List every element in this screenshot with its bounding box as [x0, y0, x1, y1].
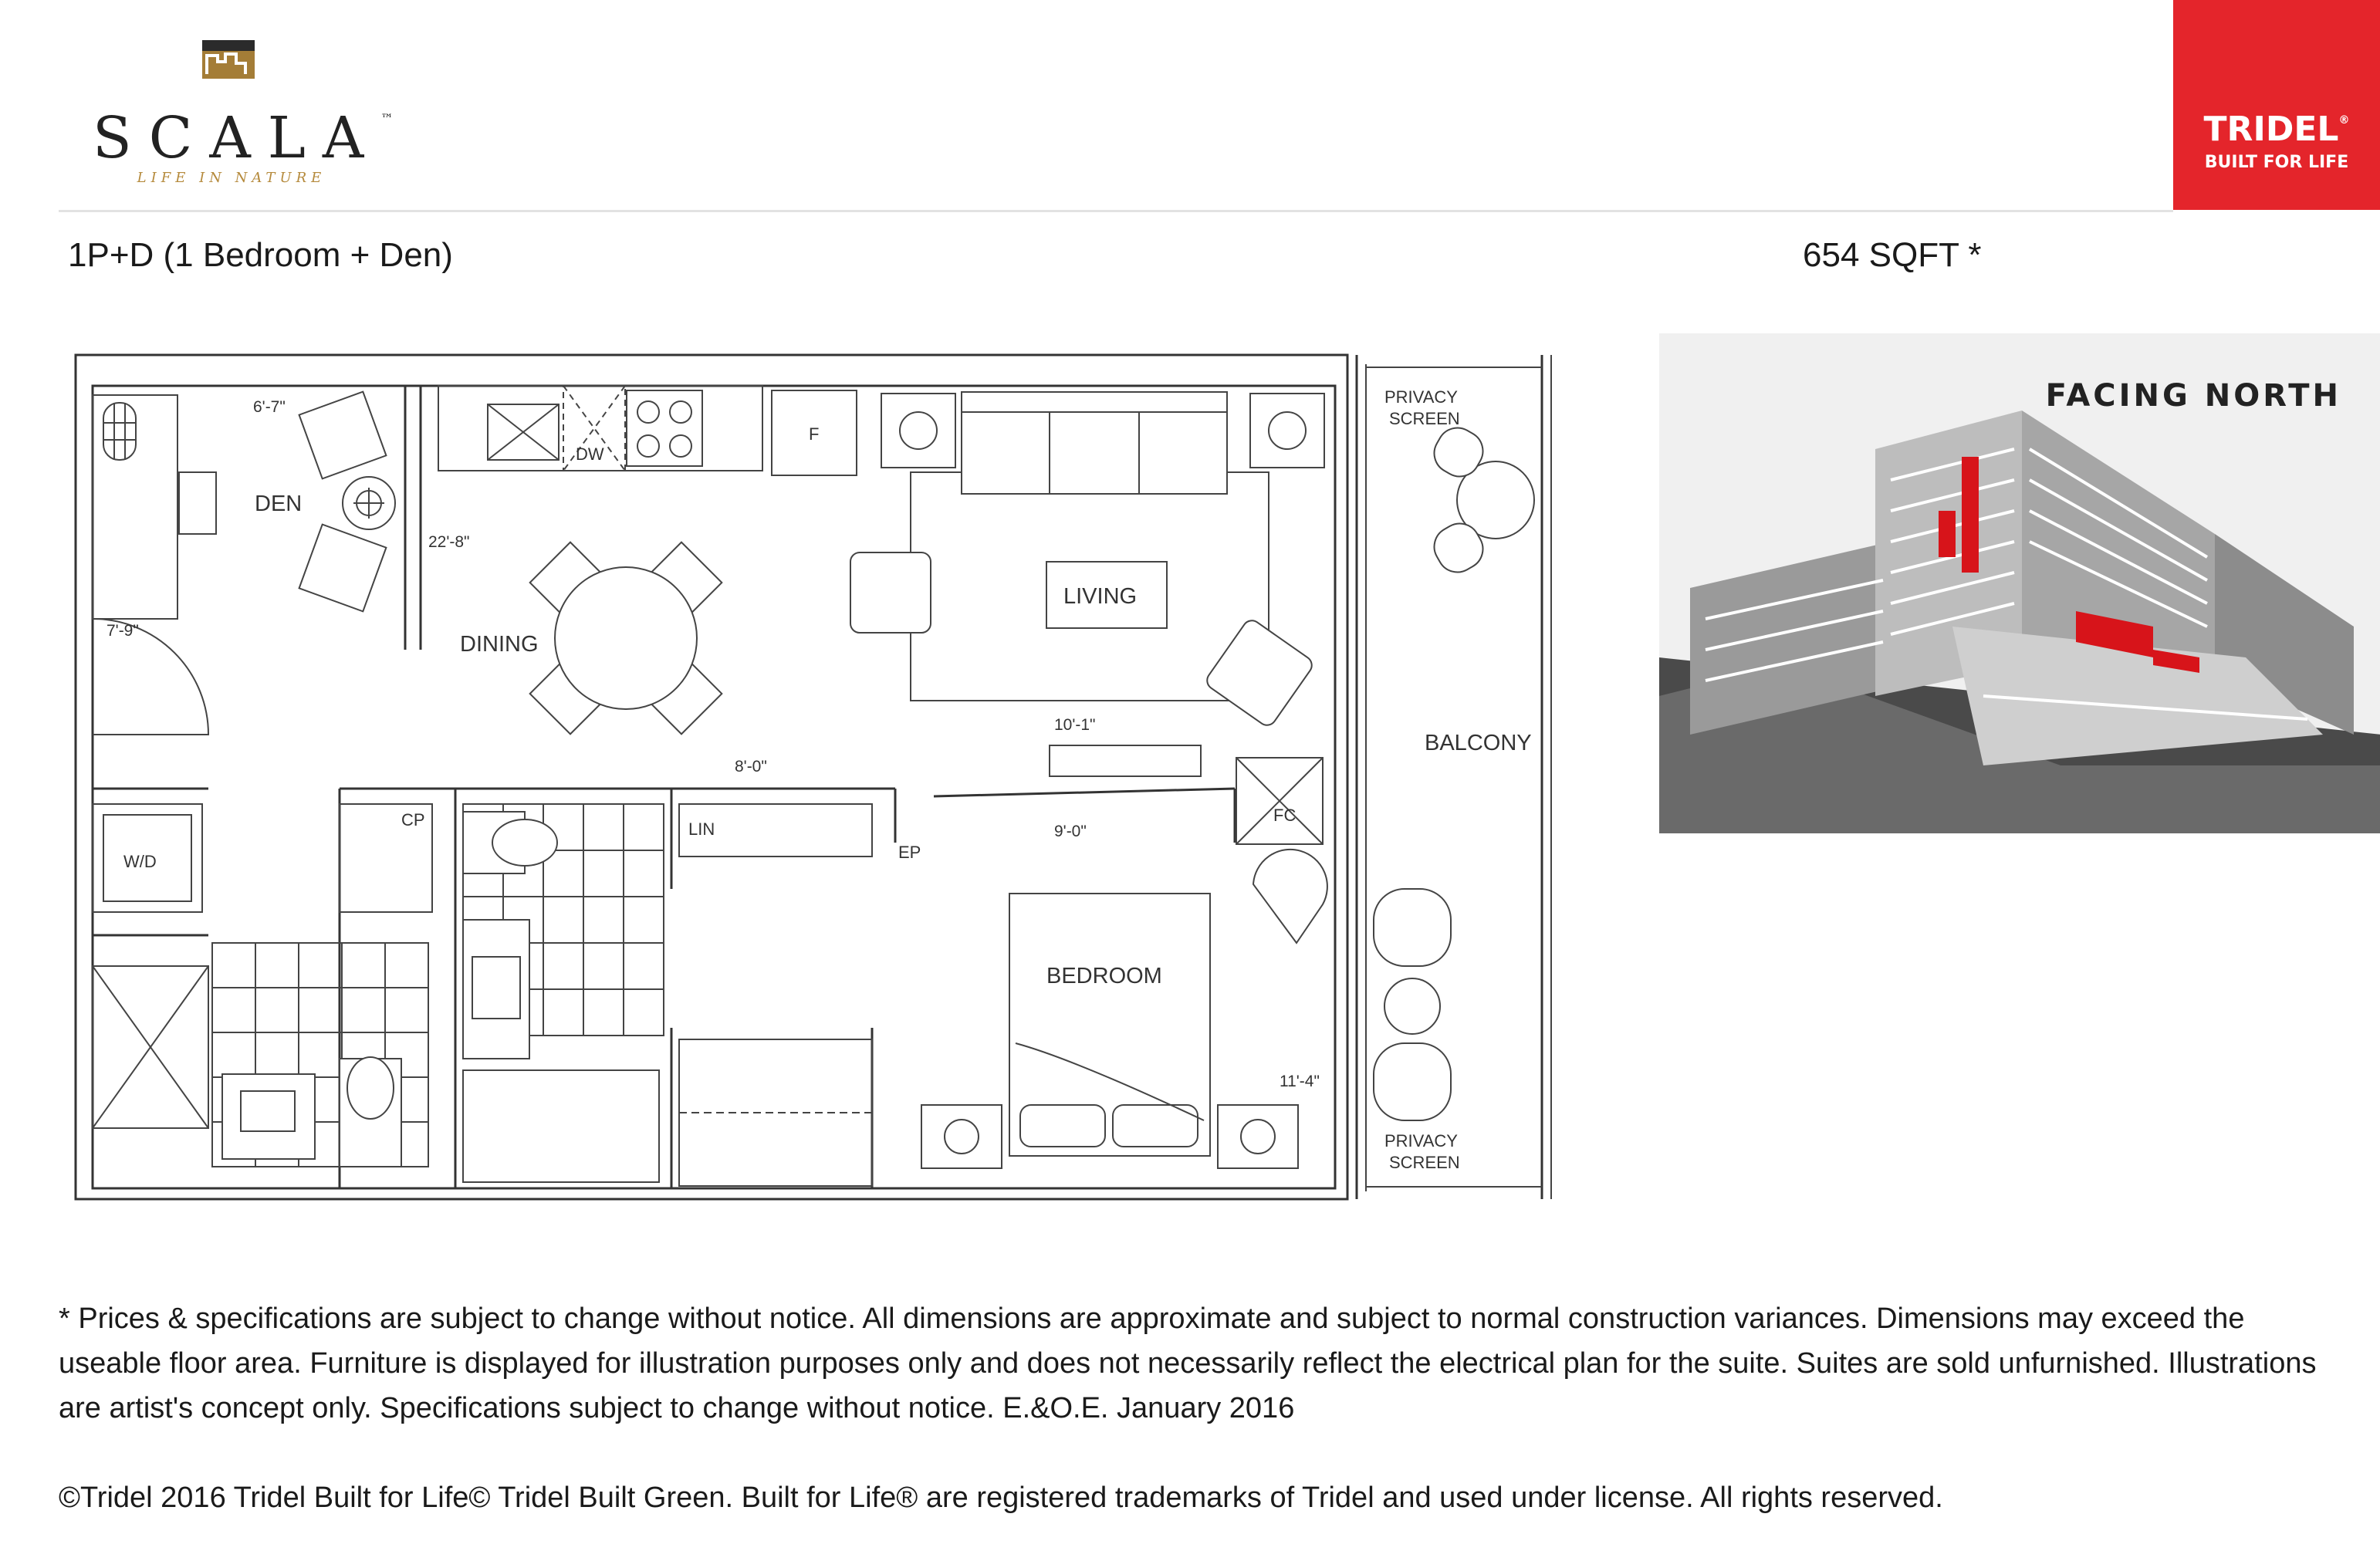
dining-label: DINING — [460, 632, 539, 657]
side-table-left — [881, 394, 955, 468]
living-width-dim: 10'-1" — [1054, 716, 1096, 734]
privacy-screen-top-label-2: SCREEN — [1389, 409, 1460, 428]
dishwasher-label: DW — [576, 444, 604, 464]
developer-tagline: BUILT FOR LIFE — [2204, 153, 2349, 172]
kitchen — [438, 386, 857, 475]
laundry-area — [93, 804, 432, 1167]
balcony-table-bottom — [1384, 978, 1440, 1034]
orientation-label: FACING NORTH — [2045, 378, 2341, 414]
balcony-label: BALCONY — [1425, 731, 1532, 755]
living-label: LIVING — [1063, 584, 1138, 609]
fan-coil-label: FC — [1273, 806, 1296, 825]
bedroom-label: BEDROOM — [1046, 964, 1162, 988]
bed — [1009, 894, 1210, 1156]
floor-plan — [69, 349, 1567, 1205]
balcony-chair-4 — [1374, 1043, 1451, 1120]
linen-label: LIN — [688, 819, 715, 839]
bathtub — [463, 1070, 659, 1182]
suite-area: 654 SQFT * — [1803, 236, 1982, 274]
developer-registered-mark: ® — [2338, 114, 2350, 127]
closet-label: CP — [401, 810, 425, 829]
den-label: DEN — [255, 492, 303, 516]
tridel-logo — [2173, 0, 2380, 210]
washer-dryer-label: W/D — [123, 852, 157, 871]
balcony-furniture — [1374, 387, 1534, 1172]
bedroom-depth-dim: 11'-4" — [1280, 1073, 1320, 1090]
bedroom-width-dim: 9'-0" — [1054, 823, 1087, 840]
den-desk-chair — [179, 472, 216, 534]
tv-console — [1050, 745, 1201, 776]
sofa — [962, 392, 1227, 494]
suite-type-title: 1P+D (1 Bedroom + Den) — [68, 236, 453, 274]
header-divider — [59, 210, 2173, 212]
overall-length-dim: 22'-8" — [428, 533, 470, 551]
disclaimer-text: * Prices & specifications are subject to change without notice. All dimensions are approximate and subject to normal construction variances. Dimensions may exceed the useable floor area. Furniture is displayed for illustration purposes only and does not necessarily reflect the electrical plan for the suite. Suites are sold unfurnished. Illustrations are artist's concept only. Specifications subject to change without notice. E.&O.E. January 2016 — [59, 1303, 2317, 1424]
dining-table — [555, 567, 697, 709]
bath-2 — [463, 804, 921, 1186]
brand-name: SCALA — [93, 105, 381, 171]
living-armchair-left — [850, 552, 931, 633]
dining-width-dim: 8'-0" — [735, 758, 767, 775]
balcony-chair-3 — [1374, 889, 1451, 966]
bedroom-area — [921, 823, 1327, 1168]
den-armchair-top — [299, 392, 387, 479]
dining-area — [460, 542, 767, 775]
living-armchair-right — [1204, 617, 1316, 729]
scala-logo — [93, 31, 394, 201]
scala-wordmark — [93, 105, 394, 171]
living-area — [850, 392, 1324, 844]
privacy-screen-top-label-1: PRIVACY — [1384, 387, 1458, 407]
bedroom-lounge-chair — [1253, 850, 1327, 943]
den-depth-dim: 7'-9" — [106, 622, 139, 640]
nightstand-left — [921, 1105, 1002, 1168]
cooktop — [627, 390, 702, 466]
den-width-dim: 6'-7" — [253, 398, 286, 416]
bath-1-vanity — [222, 1074, 315, 1159]
electrical-panel-label: EP — [898, 843, 921, 862]
privacy-screen-bottom-label-1: PRIVACY — [1384, 1131, 1458, 1150]
nightstand-right — [1218, 1105, 1298, 1168]
den-area — [93, 392, 470, 735]
den-desk-lamp — [103, 403, 136, 460]
fridge-label: F — [809, 424, 820, 444]
brand-trademark: ™ — [380, 111, 394, 126]
copyright-text: ©Tridel 2016 Tridel Built for Life© Tridel Built Green. Built for Life® are registered trademarks of Tridel and used under license. All rights reserved. — [59, 1482, 1943, 1514]
tridel-wordmark — [2173, 110, 2380, 149]
developer-name: TRIDEL — [2203, 110, 2339, 149]
side-table-right — [1250, 394, 1324, 468]
privacy-screen-bottom-label-2: SCREEN — [1389, 1153, 1460, 1172]
den-armchair-bottom — [299, 525, 387, 612]
key-plan — [1659, 333, 2380, 833]
scala-logo-mark-icon — [202, 40, 255, 79]
brand-tagline: LIFE IN NATURE — [137, 170, 326, 186]
